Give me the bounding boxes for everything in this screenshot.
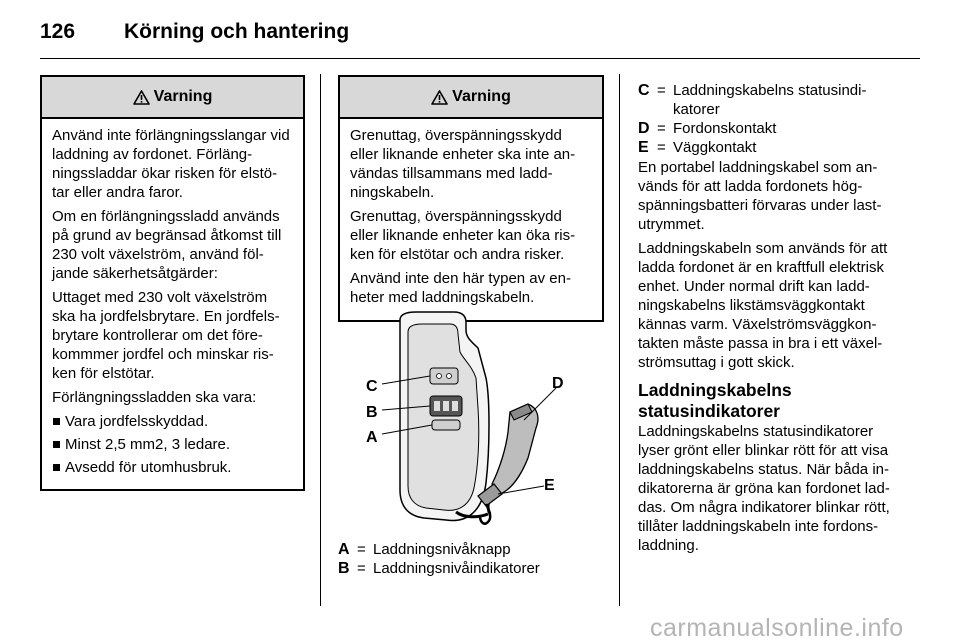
warning-box-middle (338, 75, 604, 322)
right-column-text (638, 158, 906, 560)
body-paragraph: Laddningskabelns statusindikatorer lyser grönt eller blinkar rött för att visa laddningskabelns status. När båda in-dikatorerna är gröna kan fordonet lad-das. Om några indikatorer blinkar rött, tillåter laddningskabeln inte fordons-laddning. (638, 423, 890, 554)
square-bullet-icon (53, 441, 60, 448)
bullet-list (52, 412, 294, 477)
callout-b: B (366, 404, 378, 421)
warning-paragraph: Grenuttag, överspänningsskydd eller liknande enheter ska inte an-vändas tillsammans med ladd-ningskabeln. (350, 127, 576, 201)
legend-row: E = Väggkontakt (638, 139, 757, 156)
page-title: Körning och hantering (124, 20, 350, 43)
callout-e: E (544, 477, 555, 494)
warning-box-left (40, 75, 305, 491)
square-bullet-icon (53, 464, 60, 471)
charge-level-button (432, 420, 460, 430)
legend-row: D = Fordonskontakt (638, 120, 777, 137)
warning-header (42, 77, 303, 119)
callout-d: D (552, 375, 564, 392)
list-item: Avsedd för utomhusbruk. (52, 458, 294, 477)
column-divider-1 (320, 74, 321, 606)
header-rule (40, 58, 920, 59)
legend-row: A = Laddningsnivåknapp (338, 541, 511, 558)
list-item: Minst 2,5 mm2, 3 ledare. (52, 435, 294, 454)
callout-a: A (366, 429, 378, 446)
section-heading: Laddningskabelns statusindikatorer (638, 380, 792, 421)
warning-paragraph: Förlängningssladden ska vara: (52, 389, 257, 406)
legend-row: C = Laddningskabelns statusindi-katorer (638, 82, 867, 118)
figure-legend-right (638, 81, 908, 157)
page-number: 126 (40, 20, 76, 43)
warning-paragraph: Uttaget med 230 volt växelström ska ha jordfelsbrytare. En jordfels-brytare kontrollerar om det före-kommmer jordfel och minskar ris-ken för elstötar. (52, 289, 280, 382)
charging-cable-illustration (360, 308, 600, 536)
warning-header (340, 77, 602, 119)
square-bullet-icon (53, 418, 60, 425)
charging-cable-figure (360, 308, 600, 536)
legend-row: B = Laddningsnivåindikatorer (338, 560, 540, 577)
figure-legend-middle (338, 540, 600, 578)
warning-paragraph: Använd inte förlängningsslangar vid laddning av fordonet. Förläng-ningssladdar ökar risken för elstö-tar eller andra faror. (52, 127, 290, 201)
warning-body (340, 119, 602, 320)
warning-paragraph: Om en förlängningssladd används på grund av begränsad åtkomst till 230 volt växelström, använd föl-jande säkerhetsåtgärder: (52, 208, 282, 282)
column-divider-2 (619, 74, 620, 606)
callout-c: C (366, 378, 378, 395)
warning-paragraph: Grenuttag, överspänningsskydd eller liknande enheter kan öka ris-ken för elstötar och andra risker. (350, 208, 576, 263)
warning-triangle-icon (133, 90, 150, 105)
page-header (40, 14, 920, 58)
list-item: Vara jordfelsskyddad. (52, 412, 294, 431)
body-paragraph: Laddningskabeln som används för att ladda fordonet är en kraftfull elektrisk enhet. Under normal drift kan ladd-ningskabelns likstämsväggkontakt kännas varm. Växelströmsväggkon-takten måste passa in bra i ett växel-strömsuttag i gott skick. (638, 240, 888, 371)
body-paragraph: En portabel laddningskabel som an-vänds för att ladda fordonets hög-spänningsbatteri förvaras under last-utrymmet. (638, 159, 882, 233)
warning-paragraph: Använd inte den här typen av en-heter med laddningskabeln. (350, 270, 571, 306)
warning-heading: Varning (153, 88, 213, 105)
warning-heading: Varning (452, 88, 511, 105)
warning-body (42, 119, 303, 489)
warning-triangle-icon (431, 90, 448, 105)
status-indicators (430, 368, 458, 384)
watermark: carmanualsonline.info (650, 614, 904, 642)
